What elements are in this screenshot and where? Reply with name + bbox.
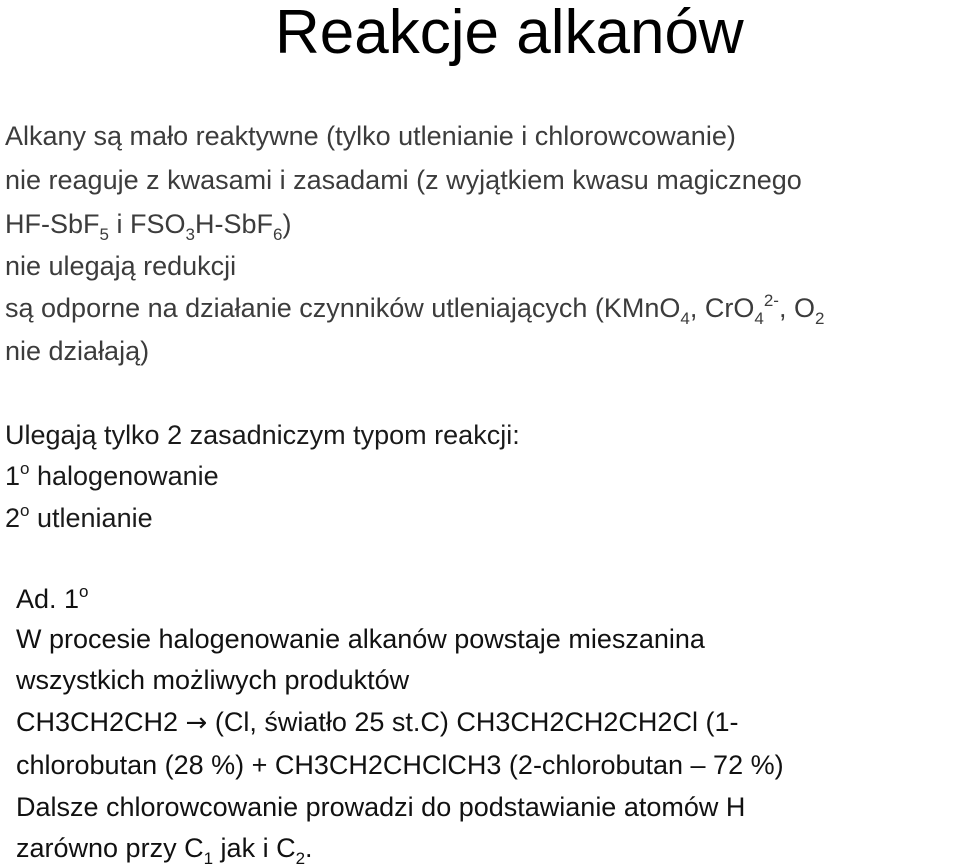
text-line-acids-bases: nie reaguje z kwasami i zasadami (z wyjątkiem kwasu magicznego [5,165,802,195]
list-item-halogenation: 1$^o$ halogenowanie [5,459,219,491]
text-line-reduction: nie ulegają redukcji [5,251,237,281]
arrow-right-icon: → [185,708,208,738]
text-line-products: wszystkich możliwych produktów [16,665,410,695]
text-line-chlorobutane-yields: chlorobutan (28 %) + CH3CH2CHClCH3 (2-chlorobutan – 72 %) [16,750,784,780]
section-heading-ad1: Ad. 1$^o$ [16,582,89,614]
text-line-halogenation-process: W procesie halogenowanie alkanów powstaje mieszanina [16,624,705,654]
text-line-no-effect: nie działają) [5,336,150,366]
text-line-reactivity: Alkany są mało reaktywne (tylko utlenianie i chlorowcowanie) [5,121,736,151]
text-line-carbon-positions: zarówno przy $C_1$ jak i $C_2$. [16,833,313,868]
page-title: Reakcje alkanów [275,0,744,67]
list-item-oxidation: 2$^o$ utlenianie [5,501,153,533]
text-line-reaction-equation: CH3CH2CH2 → (Cl, światło 25 st.C) CH3CH2CH2CH2Cl (1- [16,707,739,738]
text-line-oxidants: są odporne na działanie czynników utleniających (KMnO$_4$, CrO$_4^{2-}$, $O_2$ [5,291,825,328]
text-line-further-chlorination: Dalsze chlorowcowanie prowadzi do podstawianie atomów H [16,792,746,822]
text-line-superacids: HF-SbF$_5$ i $FSO_3H-SbF_6$) [5,209,292,244]
text-line-reaction-types: Ulegają tylko 2 zasadniczym typom reakcji: [5,420,520,450]
